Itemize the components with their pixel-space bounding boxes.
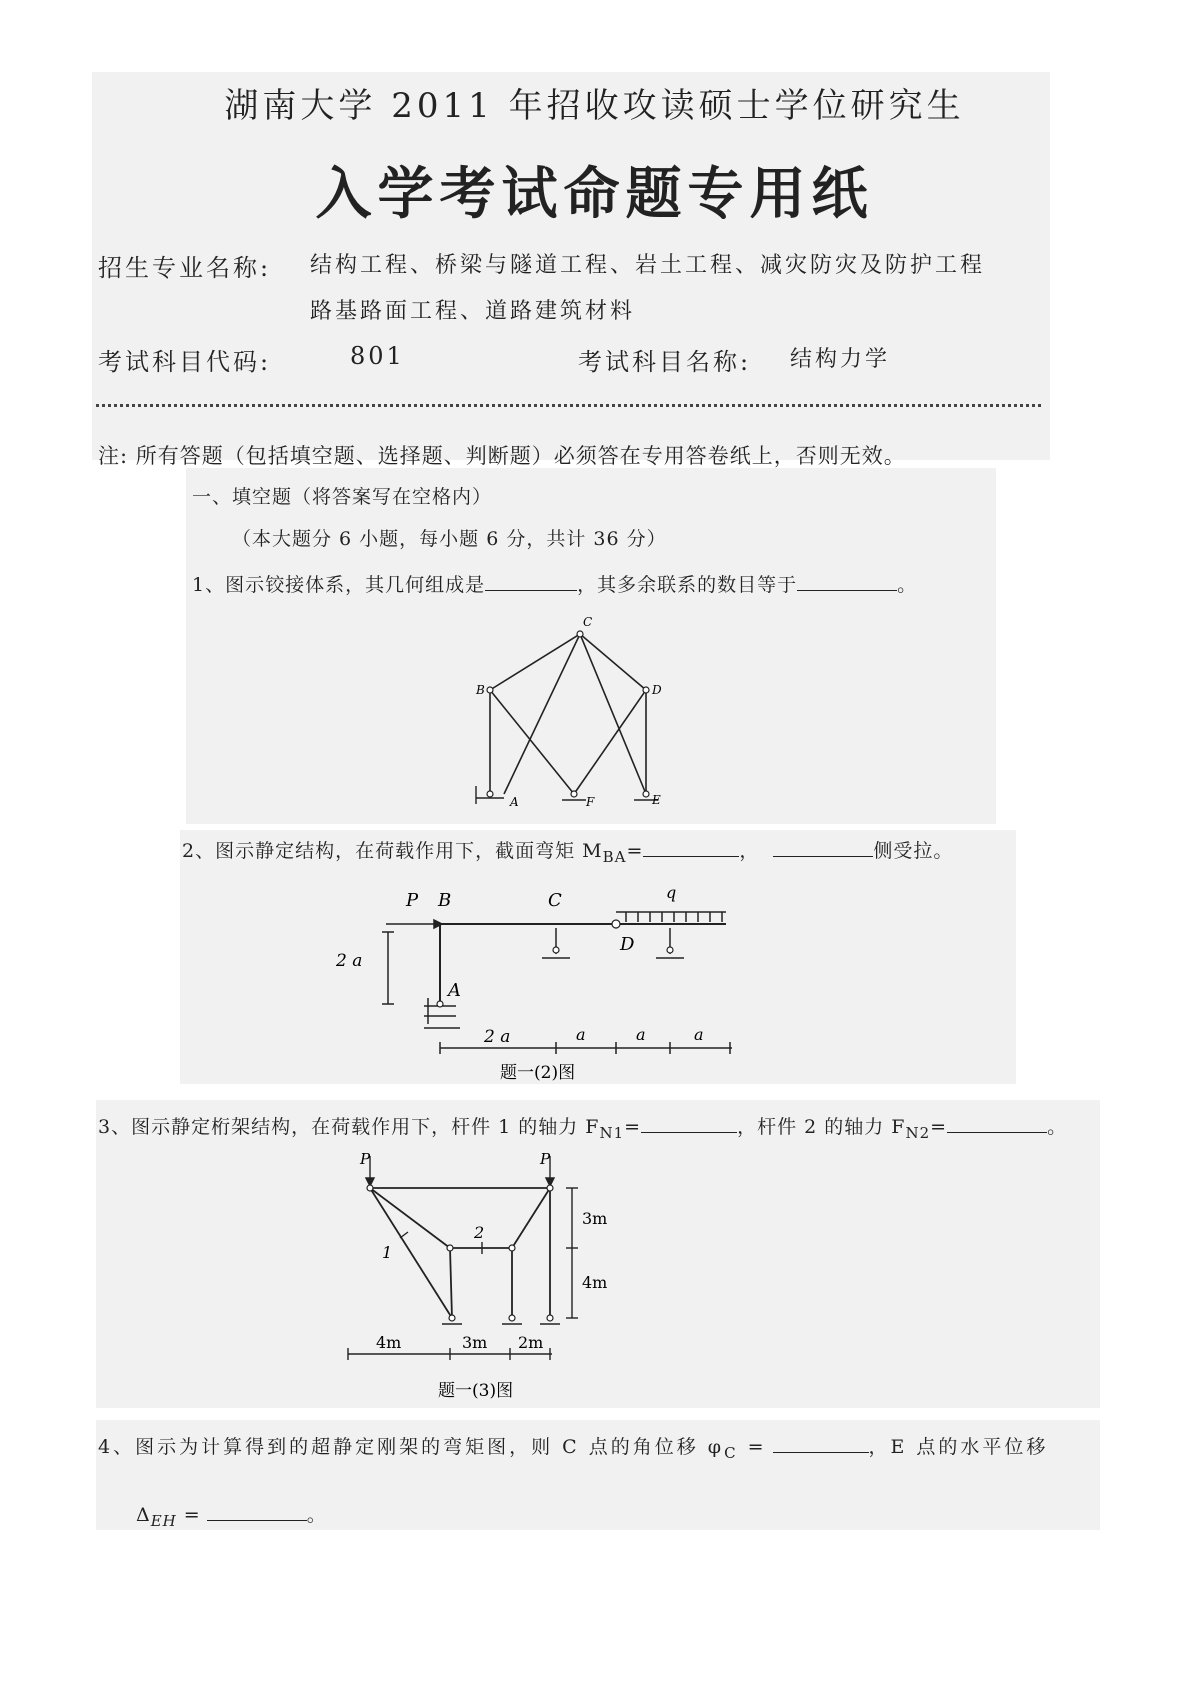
- q4-text-a: 4、图示为计算得到的超静定刚架的弯矩图，则 C 点的角位移 φ: [98, 1436, 725, 1458]
- q2-dim-span2: a: [576, 1025, 586, 1044]
- q2-text-b: =: [626, 840, 644, 862]
- q4-text-line2: [136, 1500, 327, 1530]
- section1-title: 一、填空题（将答案写在空格内）: [192, 486, 493, 508]
- q4-text: [98, 1432, 1048, 1462]
- q3-text-e: 。: [1047, 1116, 1068, 1138]
- q4-subscript-c: C: [724, 1443, 739, 1462]
- q1-hinged-system-diagram: [440, 606, 700, 814]
- header-paper-title: 入学考试命题专用纸: [315, 161, 874, 227]
- header-divider: [96, 404, 1041, 407]
- q4-text-c: ，E 点的水平位移: [868, 1436, 1049, 1458]
- q3-text: [98, 1112, 1067, 1142]
- q2-label-c: C: [548, 890, 562, 911]
- q3-answer-blank-1[interactable]: [641, 1114, 737, 1133]
- q1-label-e: E: [652, 793, 661, 807]
- q2-subscript: BA: [602, 847, 627, 866]
- q3-dim-4m-horizontal: 4m: [376, 1333, 402, 1352]
- q4-answer-blank-1[interactable]: [773, 1434, 869, 1453]
- q1-answer-blank-1[interactable]: [485, 572, 577, 591]
- q2-dim-span1: 2 a: [484, 1027, 511, 1047]
- q2-label-q: q: [666, 883, 677, 902]
- q1-label-f: F: [586, 795, 595, 809]
- code-value: 801: [350, 342, 405, 370]
- q3-dim-3m: 3m: [582, 1209, 608, 1228]
- q2-label-d: D: [620, 934, 635, 955]
- q3-caption: 题一(3)图: [438, 1381, 514, 1401]
- q2-text-a: 2、图示静定结构，在荷载作用下，截面弯矩 M: [182, 840, 603, 862]
- q3-truss-diagram: [346, 1150, 646, 1406]
- subject-name-value: 结构力学: [790, 347, 891, 372]
- q1-label-d: D: [652, 683, 662, 697]
- q2-static-structure-diagram: [320, 876, 740, 1086]
- q2-label-a: A: [448, 980, 461, 1001]
- q2-dim-height: 2 a: [336, 951, 363, 971]
- q1-text-a: 1、图示铰接体系，其几何组成是: [192, 574, 486, 596]
- header-university-line: 湖南大学 2011 年招收攻读硕士学位研究生: [224, 86, 965, 126]
- section1-subtitle: （本大题分 6 小题，每小题 6 分，共计 36 分）: [232, 528, 667, 550]
- q3-text-a: 3、图示静定桁架结构，在荷载作用下，杆件 1 的轴力 F: [98, 1116, 600, 1138]
- q1-label-c: C: [583, 615, 593, 629]
- q2-dim-span3: a: [636, 1025, 646, 1044]
- q3-text-b: =: [624, 1116, 642, 1138]
- q2-answer-blank-1[interactable]: [643, 838, 739, 857]
- q1-text: [192, 570, 917, 597]
- q3-text-d: =: [930, 1116, 948, 1138]
- q1-text-c: 。: [897, 574, 918, 596]
- q1-label-b: B: [476, 683, 485, 697]
- q3-label-bar-2: 2: [474, 1223, 485, 1242]
- q1-text-b: ，其多余联系的数目等于: [577, 574, 798, 596]
- code-label: 考试科目代码:: [98, 348, 272, 376]
- q3-label-bar-1: 1: [382, 1243, 393, 1262]
- q3-label-p-right: P: [540, 1150, 551, 1168]
- q4-text-f: 。: [306, 1504, 327, 1526]
- q4-text-b: =: [738, 1436, 767, 1458]
- q1-answer-blank-2[interactable]: [797, 572, 897, 591]
- q3-dim-4m-vertical: 4m: [582, 1273, 608, 1292]
- major-label: 招生专业名称:: [98, 254, 272, 282]
- q3-text-c: ，杆件 2 的轴力 F: [737, 1116, 906, 1138]
- answer-note: 注: 所有答题（包括填空题、选择题、判断题）必须答在专用答卷纸上，否则无效。: [98, 444, 906, 468]
- q3-label-p-left: P: [360, 1150, 371, 1168]
- q2-label-b: B: [438, 890, 452, 911]
- q3-dim-3m-horizontal: 3m: [462, 1333, 488, 1352]
- q4-subscript-eh: EH: [150, 1511, 177, 1530]
- q3-subscript-1: N1: [599, 1123, 625, 1142]
- q3-answer-blank-2[interactable]: [947, 1114, 1047, 1133]
- q2-text-d: 侧受拉。: [873, 840, 954, 862]
- q2-dim-span4: a: [694, 1025, 704, 1044]
- majors-line2: 路基路面工程、道路建筑材料: [310, 299, 636, 324]
- majors-line1: 结构工程、桥梁与隧道工程、岩土工程、减灾防灾及防护工程: [310, 253, 986, 278]
- q2-caption: 题一(2)图: [500, 1063, 576, 1083]
- q2-text-c: ，: [739, 840, 760, 862]
- q4-text-d: Δ: [136, 1504, 151, 1526]
- q2-text: [182, 836, 953, 866]
- q1-label-a: A: [510, 795, 519, 809]
- q3-subscript-2: N2: [905, 1123, 931, 1142]
- subject-name-label: 考试科目名称:: [578, 348, 752, 376]
- q3-dim-2m-horizontal: 2m: [518, 1333, 544, 1352]
- q2-label-p: P: [406, 890, 419, 911]
- q4-text-e: =: [176, 1504, 201, 1526]
- q4-answer-blank-2[interactable]: [207, 1502, 307, 1521]
- q2-answer-blank-2[interactable]: [773, 838, 873, 857]
